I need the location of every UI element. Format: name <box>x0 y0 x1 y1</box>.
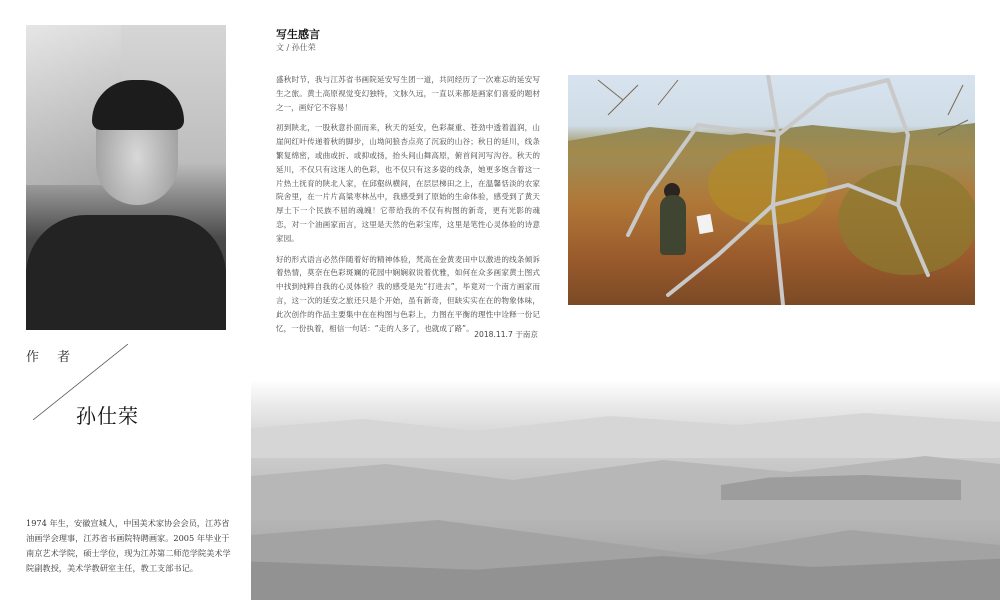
article-paragraph: 盛秋时节，我与江苏省书画院延安写生团一道，共同经历了一次难忘的延安写生之旅。黄土高原视觉变幻独特，文脉久远，一直以来都是画家们喜爱的题材之一，画好它不容易！ <box>276 75 540 112</box>
article-paragraph: 初到陕北，一股秋意扑面而来，秋天的延安，色彩凝重、苍劲中透着温润，山崖间红叶传递着秋的脚步，山坳间狼杏点亮了沉寂的山谷；秋日的延川，线条繁复绵密，或曲或折、或抑或扬，抬头间山舞高原，俯首间河写沟谷。秋天的延川，不仅只有这迷人的色彩，也不仅只有这多姿的线条，她更多饱含着这一片热土抚育的陕北人家，在邱壑纵横间，在层层梯田之上，在温馨恬淡的农家院舍里，在一片片高粱枣林丛中，我感受到了原始的生命体验，感受到了黄天厚土下一个民族不屈的魂魄！它带给我的不仅有构图的新奇，更有光影的魂恋，对一个油画家而言，这里是天然的色彩宝库，这里是笔性心灵体验的诗意家园。 <box>276 123 540 243</box>
article-date: 2018.11.7 于南京 <box>474 330 538 339</box>
article-byline: 文 / 孙仕荣 <box>276 43 316 52</box>
loess-plateau-landscape <box>251 380 1000 600</box>
painter-sketching-photo <box>568 75 975 305</box>
landscape-far-ridge <box>251 398 1000 458</box>
author-name: 孙仕荣 <box>76 404 139 428</box>
photo-branches <box>568 75 975 305</box>
article-paragraph: 好的形式语言必然伴随着好的精神体验，梵高在金黄麦田中以激进的线条倾诉着热情，莫奈在色彩斑斓的花园中娴娴叙说着优雅，如何在众多画家黄土图式中找到纯粹自我的心灵体验？我的感受是先“打进去”，毕竟对一个南方画家而言，这一次的延安之旅还只是个开始，虽有新奇，但缺实实在在的物象体味，此次创作的作品主要集中在在构图与色彩上，力图在平衡的理性中诠释一份记忆，一份执着，相信一句话：“走的人多了，也就成了路”。 <box>276 254 540 333</box>
author-portrait <box>26 25 226 330</box>
author-label: 作 者 <box>26 350 78 365</box>
portrait-body <box>26 215 226 330</box>
article-title: 写生感言 <box>276 28 320 41</box>
author-bio: 1974 年生，安徽宣城人，中国美术家协会会员，江苏省油画学会理事，江苏省书画院特聘画家。2005 年毕业于南京艺术学院，硕士学位，现为江苏第二师范学院美术学院副教授，美术学教研室主任，教工支部书记。 <box>26 518 231 573</box>
article-body <box>276 73 540 342</box>
